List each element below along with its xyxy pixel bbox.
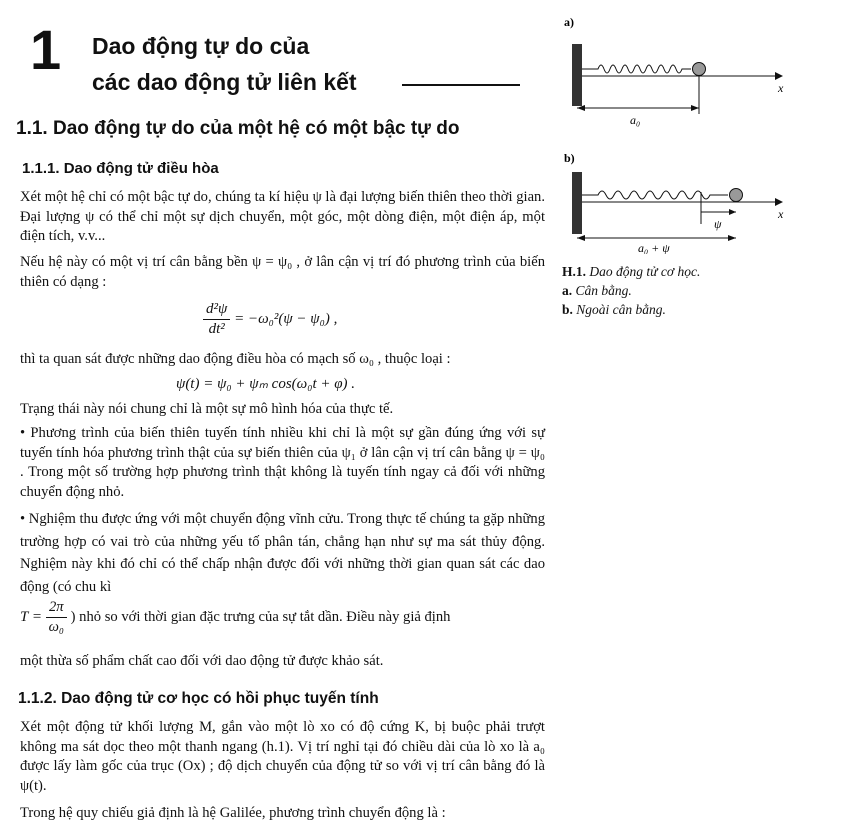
- paragraph-9: Trong hệ quy chiếu giả định là hệ Galilée, phương trình chuyển động là :: [20, 805, 446, 821]
- paragraph-5: • Phương trình của biến thiên tuyến tính nhiều khi chỉ là một sự gần đúng ứng với sự tuyến tính hóa phương trình thật của sự biến thiên của ψ₁ ở lân cận vị trí cân bằng ψ = ψ₀ . Trong một số trường hợp phương trình thật không là tuyến tính ngay cả đối với những chuyển động nhỏ.: [20, 425, 545, 500]
- caption-text: Dao động tử cơ học.: [589, 264, 701, 279]
- caption-title: H.1.: [562, 264, 587, 279]
- length-label-b: a₀ + ψ: [638, 241, 670, 254]
- title-rule: [402, 84, 520, 86]
- chapter-number: 1: [30, 18, 62, 81]
- caption-a: Cân bằng.: [575, 283, 632, 298]
- spring-a: [582, 65, 691, 73]
- chapter-title: [92, 28, 357, 100]
- paragraph-8: Xét một động tử khối lượng M, gắn vào một lò xo có độ cứng K, bị buộc phải trượt không ma sát dọc theo một thanh ngang (h.1). Vị trí nghỉ tại đó chiều dài của lò xo là a₀ được lấy làm gốc của trục (Ox) ; độ dịch chuyển của động tử so với vị trí cân bằng đó là ψ(t).: [20, 719, 545, 794]
- length-arrow-right-b: [728, 235, 736, 241]
- chapter-title-line1: Dao động tự do của: [92, 33, 310, 59]
- equation-2: ψ(t) = ψ₀ + ψₘ cos(ω₀t + φ) .: [176, 376, 356, 392]
- disp-label-b: ψ: [714, 217, 722, 231]
- caption-line-title: [562, 262, 700, 281]
- chapter-title-line2: các dao động tử liên kết: [92, 69, 357, 95]
- eq1-rhs: = −ω₀²(ψ − ψ₀) ,: [234, 310, 338, 327]
- figure-label-a: a): [564, 15, 574, 29]
- section-heading: 1.1. Dao động tự do của một hệ có một bậc tự do: [16, 118, 460, 139]
- length-label-a: a₀: [630, 113, 641, 127]
- axis-label-b: x: [778, 207, 784, 221]
- equation-1: [203, 300, 337, 339]
- period-line: [20, 598, 450, 637]
- period-lhs: T =: [20, 608, 42, 625]
- spring-b: [582, 191, 728, 199]
- paragraph-7: một thừa số phẩm chất cao đối với dao động tử được khảo sát.: [20, 653, 384, 669]
- period-denominator: ω₀: [48, 619, 64, 635]
- axis-arrow-a: [775, 72, 783, 80]
- period-fraction: [46, 598, 67, 637]
- paragraph-6: • Nghiệm thu được ứng với một chuyển động vĩnh cửu. Trong thực tế chúng ta gặp những trường hợp có vai trò của những yếu tố phân tán, chẳng hạn như sự ma sát thủy động. Nghiệm này khi đó chỉ có thể chấp nhận được đối với những thời gian quan sát các dao động (có chu kì: [20, 511, 545, 595]
- caption-b-label: b.: [562, 302, 573, 317]
- figure-label-b: b): [564, 151, 575, 165]
- eq1-denominator: dt²: [208, 321, 225, 337]
- period-numerator: 2π: [46, 598, 67, 618]
- figure-caption: [562, 262, 700, 319]
- paragraph-3: thì ta quan sát được những dao động điều hòa có mạch số ω₀ , thuộc loại :: [20, 351, 451, 367]
- eq1-numerator: d²ψ: [203, 300, 230, 320]
- wall-a: [572, 44, 582, 106]
- eq1-fraction: [203, 300, 230, 339]
- mass-b: [730, 189, 743, 202]
- caption-line-b: [562, 300, 700, 319]
- mass-a: [693, 63, 706, 76]
- paragraph-1: Xét một hệ chỉ có một bậc tự do, chúng ta kí hiệu ψ là đại lượng biến thiên theo thời gian. Đại lượng ψ có thể chỉ một sự dịch chuyển, một góc, một dòng điện, một điện áp, một điện tích, v.v...: [20, 189, 545, 244]
- subsection-heading-1: 1.1.1. Dao động tử điều hòa: [22, 160, 219, 177]
- caption-b: Ngoài cân bằng.: [576, 302, 666, 317]
- disp-arrow-b: [729, 209, 736, 215]
- length-arrow-right-a: [691, 105, 699, 111]
- period-rest: ) nhỏ so với thời gian đặc trưng của sự tắt dần. Điều này giả định: [70, 608, 451, 625]
- paragraph-2: Nếu hệ này có một vị trí cân bằng bền ψ = ψ₀ , ở lân cận vị trí đó phương trình của biến thiên có dạng :: [20, 254, 545, 290]
- length-arrow-left-b: [577, 235, 585, 241]
- caption-line-a: [562, 281, 700, 300]
- axis-arrow-b: [775, 198, 783, 206]
- wall-b: [572, 172, 582, 234]
- paragraph-4: Trạng thái này nói chung chỉ là một sự mô hình hóa của thực tế.: [20, 401, 394, 417]
- subsection-heading-2: 1.1.2. Dao động tử cơ học có hồi phục tuyến tính: [18, 690, 379, 707]
- axis-label-a: x: [778, 81, 784, 95]
- caption-a-label: a.: [562, 283, 573, 298]
- spring-figure: [560, 14, 800, 254]
